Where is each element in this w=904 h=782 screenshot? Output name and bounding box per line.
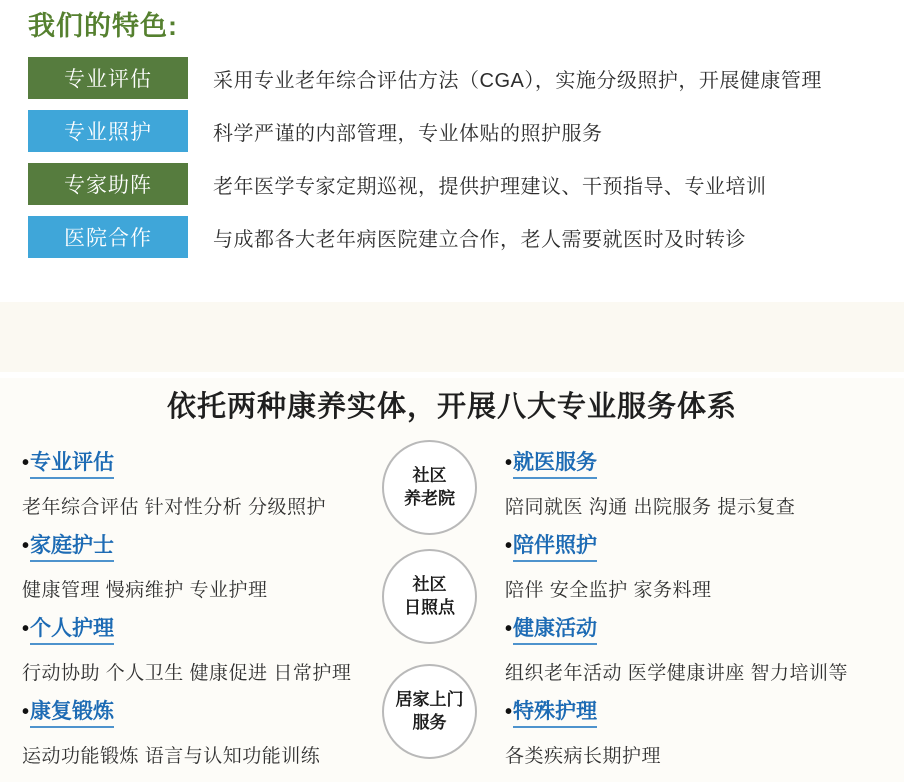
service-item — [505, 529, 903, 612]
bullet-icon: • — [505, 452, 513, 474]
service-description: 健康管理 慢病维护 专业护理 — [22, 580, 268, 601]
entity-line: 社区 — [412, 575, 447, 595]
service-item — [22, 612, 378, 695]
entity-line: 日照点 — [404, 597, 455, 617]
feature-description: 与成都各大老年病医院建立合作，老人需要就医时及时转诊 — [213, 228, 746, 251]
bullet-icon: • — [22, 618, 30, 640]
feature-row — [28, 110, 603, 152]
service-item — [505, 612, 903, 695]
bullet-icon: • — [505, 618, 513, 640]
service-link[interactable]: 康复锻炼 — [30, 695, 114, 728]
features-section-title: 我们的特色: — [28, 11, 178, 41]
service-item — [22, 446, 378, 529]
service-item — [505, 446, 903, 529]
service-link[interactable]: 陪伴照护 — [513, 529, 597, 562]
service-heading — [505, 529, 903, 562]
service-link[interactable]: 专业评估 — [30, 446, 114, 479]
entity-line: 服务 — [412, 712, 447, 732]
service-link[interactable]: 就医服务 — [513, 446, 597, 479]
service-heading — [505, 612, 903, 645]
feature-label-badge: 专业照护 — [28, 110, 188, 152]
service-description: 行动协助 个人卫生 健康促进 日常护理 — [22, 663, 352, 684]
feature-description: 科学严谨的内部管理，专业体贴的照护服务 — [213, 122, 603, 145]
service-heading — [22, 446, 378, 479]
service-description: 运动功能锻炼 语言与认知功能训练 — [22, 746, 321, 767]
service-description: 组织老年活动 医学健康讲座 智力培训等 — [505, 663, 849, 684]
service-description: 老年综合评估 针对性分析 分级照护 — [22, 497, 327, 518]
background-band — [0, 302, 904, 372]
feature-label-badge: 专家助阵 — [28, 163, 188, 205]
bullet-icon: • — [22, 701, 30, 723]
bullet-icon: • — [22, 535, 30, 557]
entity-circle-home-visit — [382, 664, 477, 759]
services-left-column — [22, 446, 378, 778]
service-description: 陪伴 安全监护 家务料理 — [505, 580, 712, 601]
services-section-title: 依托两种康养实体，开展八大专业服务体系 — [166, 391, 737, 423]
service-link[interactable]: 个人护理 — [30, 612, 114, 645]
service-link[interactable]: 家庭护士 — [30, 529, 114, 562]
service-item — [505, 695, 903, 778]
service-heading — [505, 695, 903, 728]
service-heading — [22, 612, 378, 645]
feature-description: 采用专业老年综合评估方法（CGA），实施分级照护，开展健康管理 — [213, 69, 822, 92]
bullet-icon: • — [505, 701, 513, 723]
feature-row — [28, 163, 767, 205]
entity-circle-community-nursing-home — [382, 440, 477, 535]
services-right-column — [505, 446, 903, 778]
service-description: 陪同就医 沟通 出院服务 提示复查 — [505, 497, 796, 518]
feature-description: 老年医学专家定期巡视，提供护理建议、干预指导、专业培训 — [213, 175, 767, 198]
feature-row — [28, 216, 746, 258]
entity-line: 社区 — [412, 466, 447, 486]
service-heading — [22, 529, 378, 562]
service-heading — [505, 446, 903, 479]
bullet-icon: • — [22, 452, 30, 474]
feature-label-badge: 医院合作 — [28, 216, 188, 258]
feature-label-badge: 专业评估 — [28, 57, 188, 99]
entity-line: 居家上门 — [395, 690, 464, 710]
service-item — [22, 529, 378, 612]
feature-row — [28, 57, 822, 99]
entity-line: 养老院 — [404, 488, 455, 508]
service-description: 各类疾病长期护理 — [505, 746, 662, 767]
service-link[interactable]: 健康活动 — [513, 612, 597, 645]
entity-circle-community-daycare — [382, 549, 477, 644]
bullet-icon: • — [505, 535, 513, 557]
service-link[interactable]: 特殊护理 — [513, 695, 597, 728]
service-item — [22, 695, 378, 778]
service-heading — [22, 695, 378, 728]
